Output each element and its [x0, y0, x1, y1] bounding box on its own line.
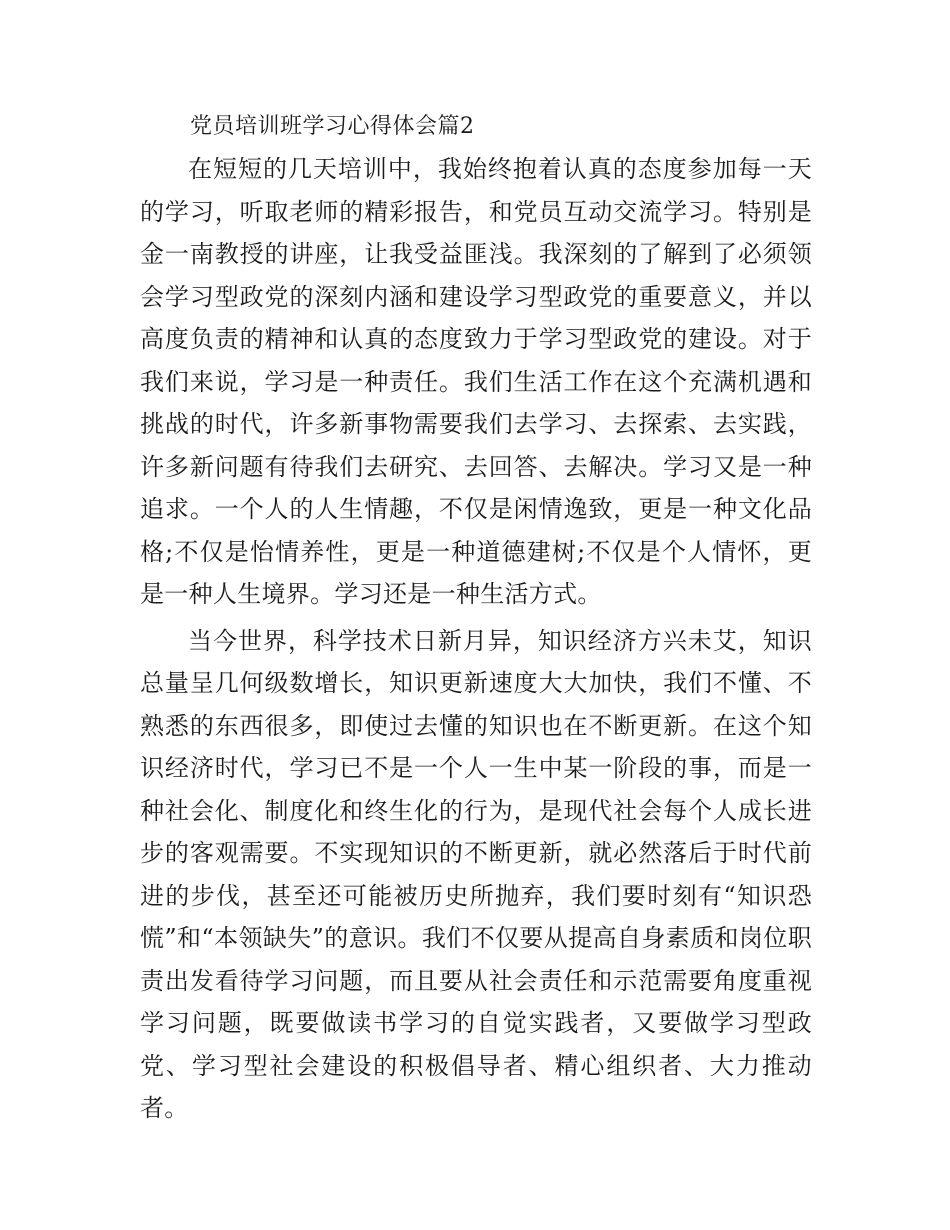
- document-title: 党员培训班学习心得体会篇2: [190, 114, 475, 139]
- document-page: [140, 105, 812, 1130]
- paragraph-1: 在短短的几天培训中，我始终抱着认真的态度参加每一天的学习，听取老师的精彩报告，和党员互动交流学习。特别是金一南教授的讲座，让我受益匪浅。我深刻的了解到了必须领会学习型政党的深刻内涵和建设学习型政党的重要意义，并以高度负责的精神和认真的态度致力于学习型政党的建设。对于我们来说，学习是一种责任。我们生活工作在这个充满机遇和挑战的时代，许多新事物需要我们去学习、去探索、去实践，许多新问题有待我们去研究、去回答、去解决。学习又是一种追求。一个人的人生情趣，不仅是闲情逸致，更是一种文化品格;不仅是怡情养性，更是一种道德建树;不仅是个人情怀，更是一种人生境界。学习还是一种生活方式。: [140, 155, 812, 608]
- paragraph-2: 当今世界，科学技术日新月异，知识经济方兴未艾，知识总量呈几何级数增长，知识更新速度大大加快，我们不懂、不熟悉的东西很多，即使过去懂的知识也在不断更新。在这个知识经济时代，学习已不是一个人一生中某一阶段的事，而是一种社会化、制度化和终生化的行为，是现代社会每个人成长进步的客观需要。不实现知识的不断更新，就必然落后于时代前进的步伐，甚至还可能被历史所抛弃，我们要时刻有“知识恐慌”和“本领缺失”的意识。我们不仅要从提高自身素质和岗位职责出发看待学习问题，而且要从社会责任和示范需要角度重视学习问题，既要做读书学习的自觉实践者，又要做学习型政党、学习型社会建设的积极倡导者、精心组织者、大力推动者。: [140, 626, 812, 1122]
